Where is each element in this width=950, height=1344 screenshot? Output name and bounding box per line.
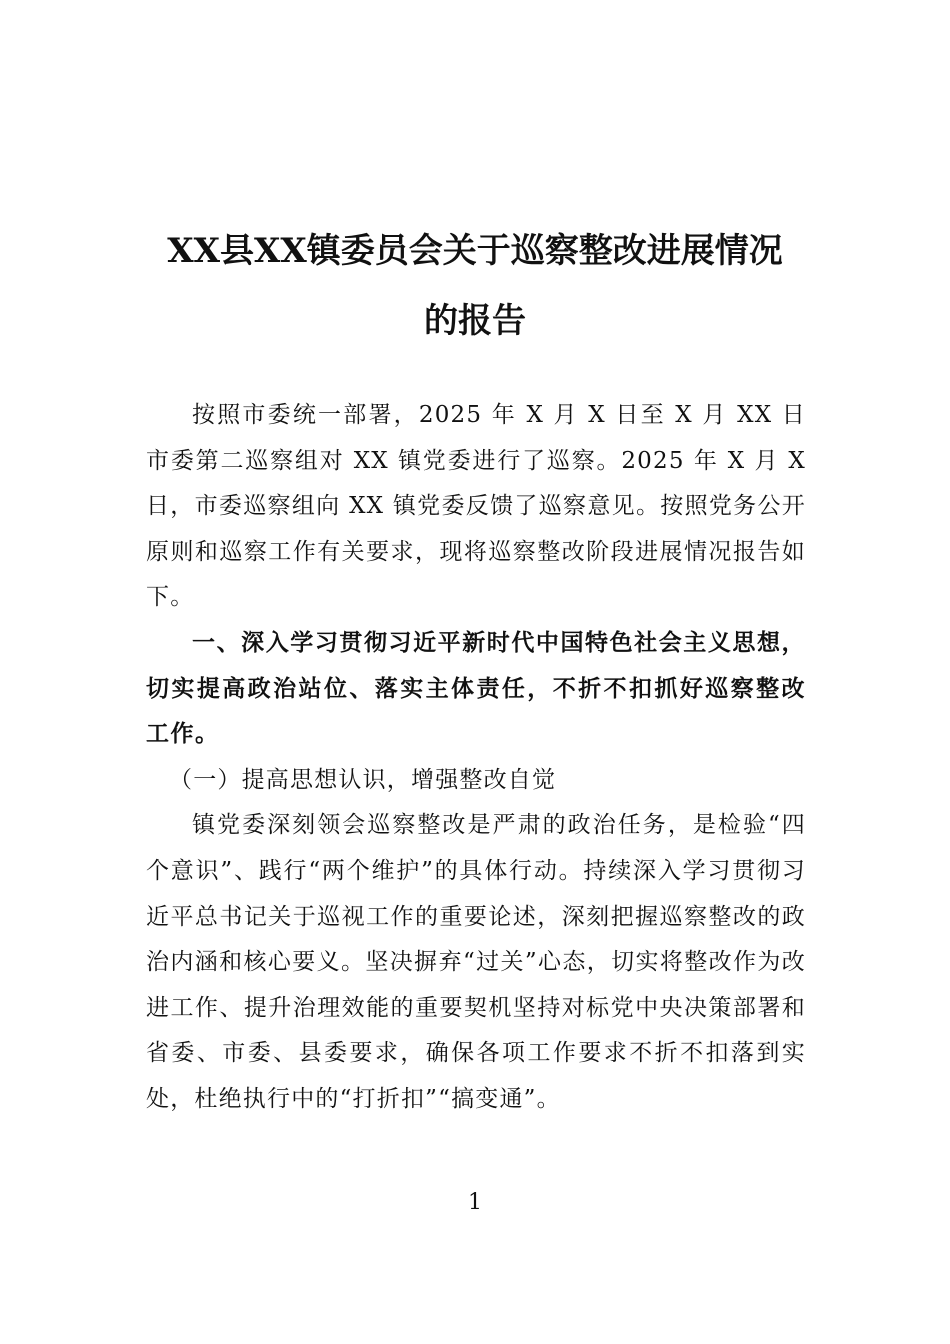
subsection-1-heading: （一）提高思想认识，增强整改自觉 (169, 766, 557, 793)
section-1-heading: 一、深入学习贯彻习近平新时代中国特色社会主义思想，切实提高政治站位、落实主体责任，不折不扣抓好巡察整改工作。 (146, 629, 806, 748)
title-line-1: XX县XX镇委员会关于巡察整改进展情况 (167, 230, 783, 271)
document-body (146, 393, 806, 1123)
page-number: 1 (468, 1190, 482, 1215)
document-title (130, 216, 820, 356)
intro-paragraph: 按照市委统一部署，2025 年 X 月 X 日至 X 月 XX 日市委第二巡察组对 XX 镇党委进行了巡察。2025 年 X 月 X 日，市委巡察组向 XX 镇党委反馈了巡察意见。按照党务公开原则和巡察工作有关要求，现将巡察整改阶段进展情况报告如下。 (146, 402, 806, 611)
subsection-1-paragraph: 镇党委深刻领会巡察整改是严肃的政治任务，是检验“四个意识”、践行“两个维护”的具体行动。持续深入学习贯彻习近平总书记关于巡视工作的重要论述，深刻把握巡察整改的政治内涵和核心要义。坚决摒弃“过关”心态，切实将整改作为改进工作、提升治理效能的重要契机坚持对标党中央决策部署和省委、市委、县委要求，确保各项工作要求不折不扣落到实处，杜绝执行中的“打折扣”“搞变通”。 (146, 812, 806, 1112)
title-line-2: 的报告 (424, 300, 526, 341)
